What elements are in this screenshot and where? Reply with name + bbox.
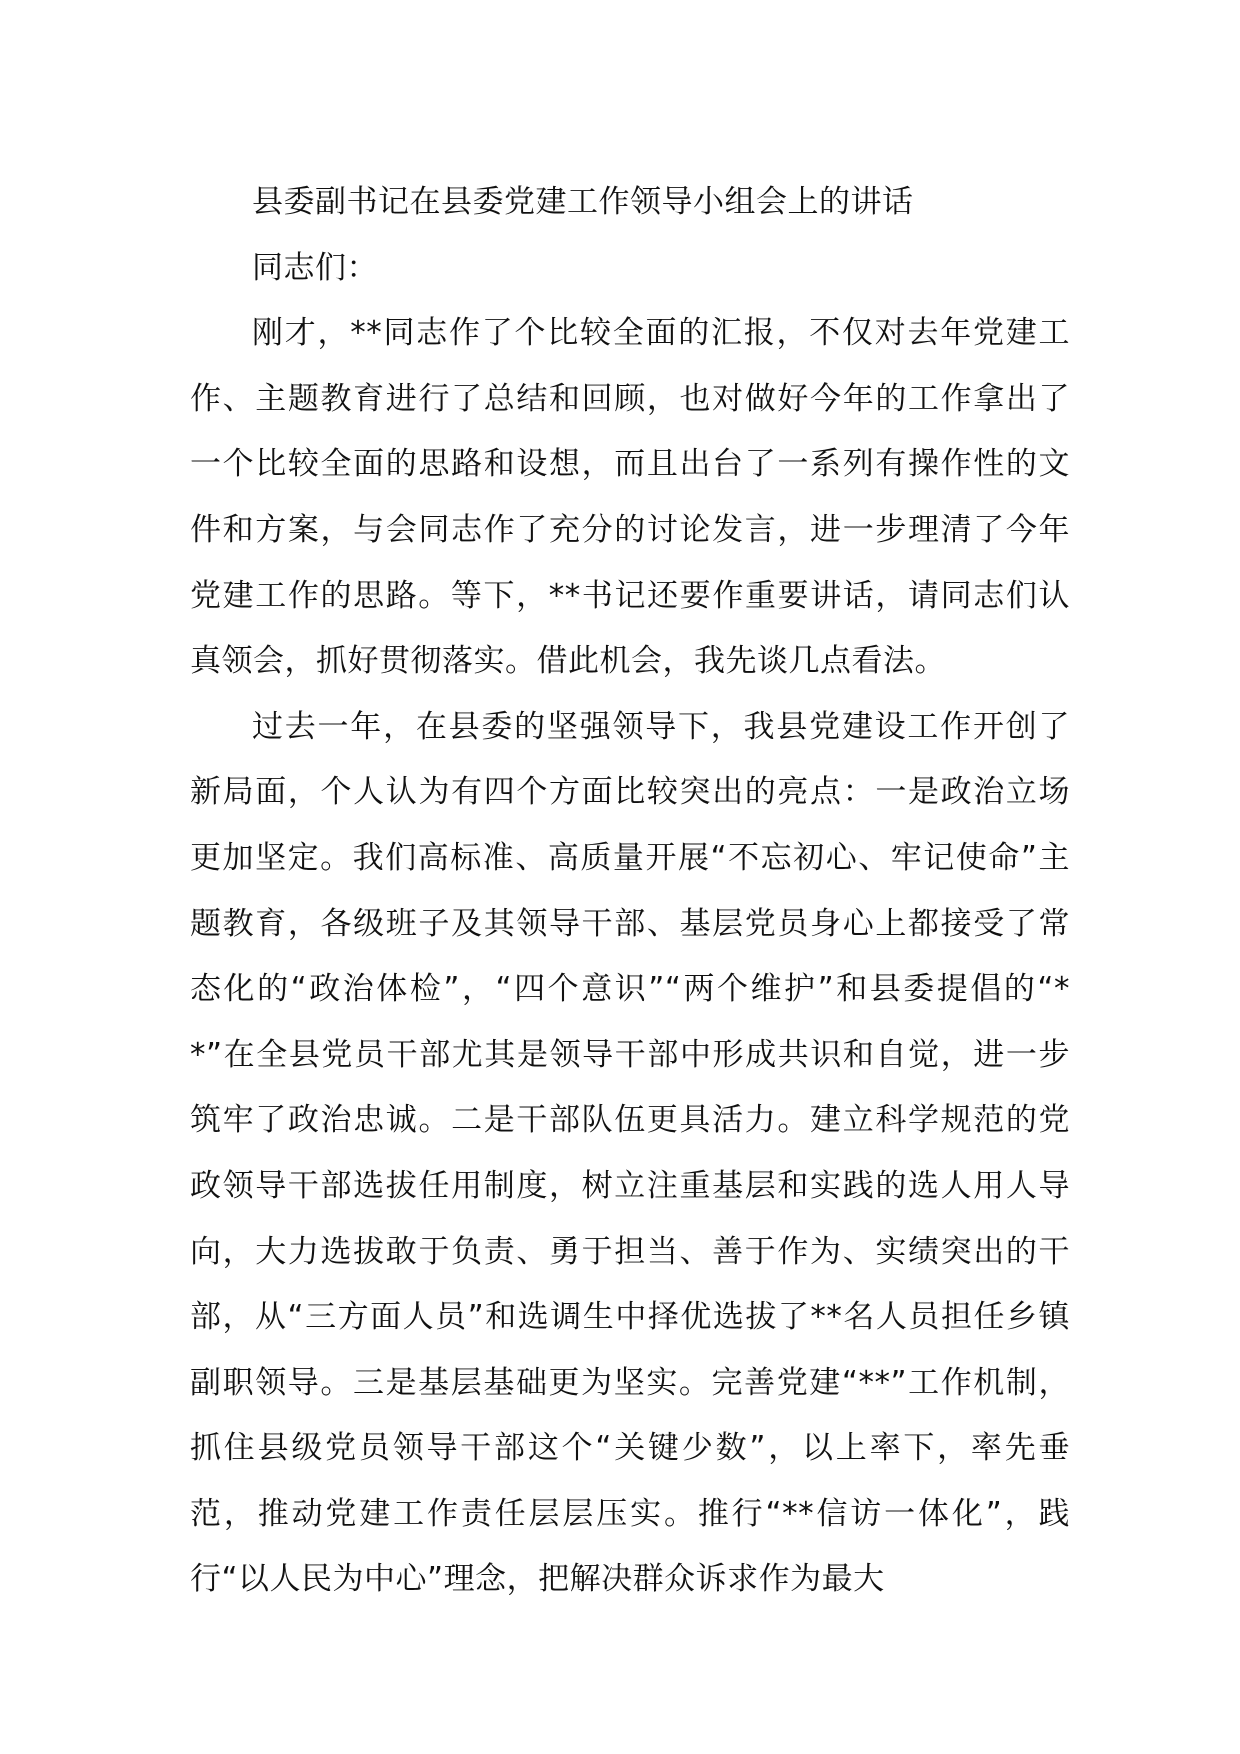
salutation: 同志们： <box>252 249 378 286</box>
document-title: 县委副书记在县委党建工作领导小组会上的讲话 <box>252 184 914 220</box>
paragraph-1: 刚才，**同志作了个比较全面的汇报，不仅对去年党建工作、主题教育进行了总结和回顾，也对做好今年的工作拿出了一个比较全面的思路和设想，而且出台了一系列有操作性的文件和方案，与会同志作了充分的讨论发言，进一步理清了今年党建工作的思路。等下，**书记还要作重要讲话，请同志们认真领会，抓好贯彻落实。借此机会，我先谈几点看法。 <box>190 315 1070 680</box>
document-page <box>190 170 1070 1613</box>
paragraph-2: 过去一年，在县委的坚强领导下，我县党建设工作开创了新局面，个人认为有四个方面比较突出的亮点：一是政治立场更加坚定。我们高标准、高质量开展“不忘初心、牢记使命”主题教育，各级班子及其领导干部、基层党员身心上都接受了常态化的“政治体检”，“四个意识”“两个维护”和县委提倡的“**”在全县党员干部尤其是领导干部中形成共识和自觉，进一步筑牢了政治忠诚。二是干部队伍更具活力。建立科学规范的党政领导干部选拔任用制度，树立注重基层和实践的选人用人导向，大力选拔敢于负责、勇于担当、善于作为、实绩突出的干部，从“三方面人员”和选调生中择优选拔了**名人员担任乡镇副职领导。三是基层基础更为坚实。完善党建“**”工作机制，抓住县级党员领导干部这个“关键少数”，以上率下，率先垂范，推动党建工作责任层层压实。推行“**信访一体化”，践行“以人民为中心”理念，把解决群众诉求作为最大 <box>190 708 1070 1598</box>
